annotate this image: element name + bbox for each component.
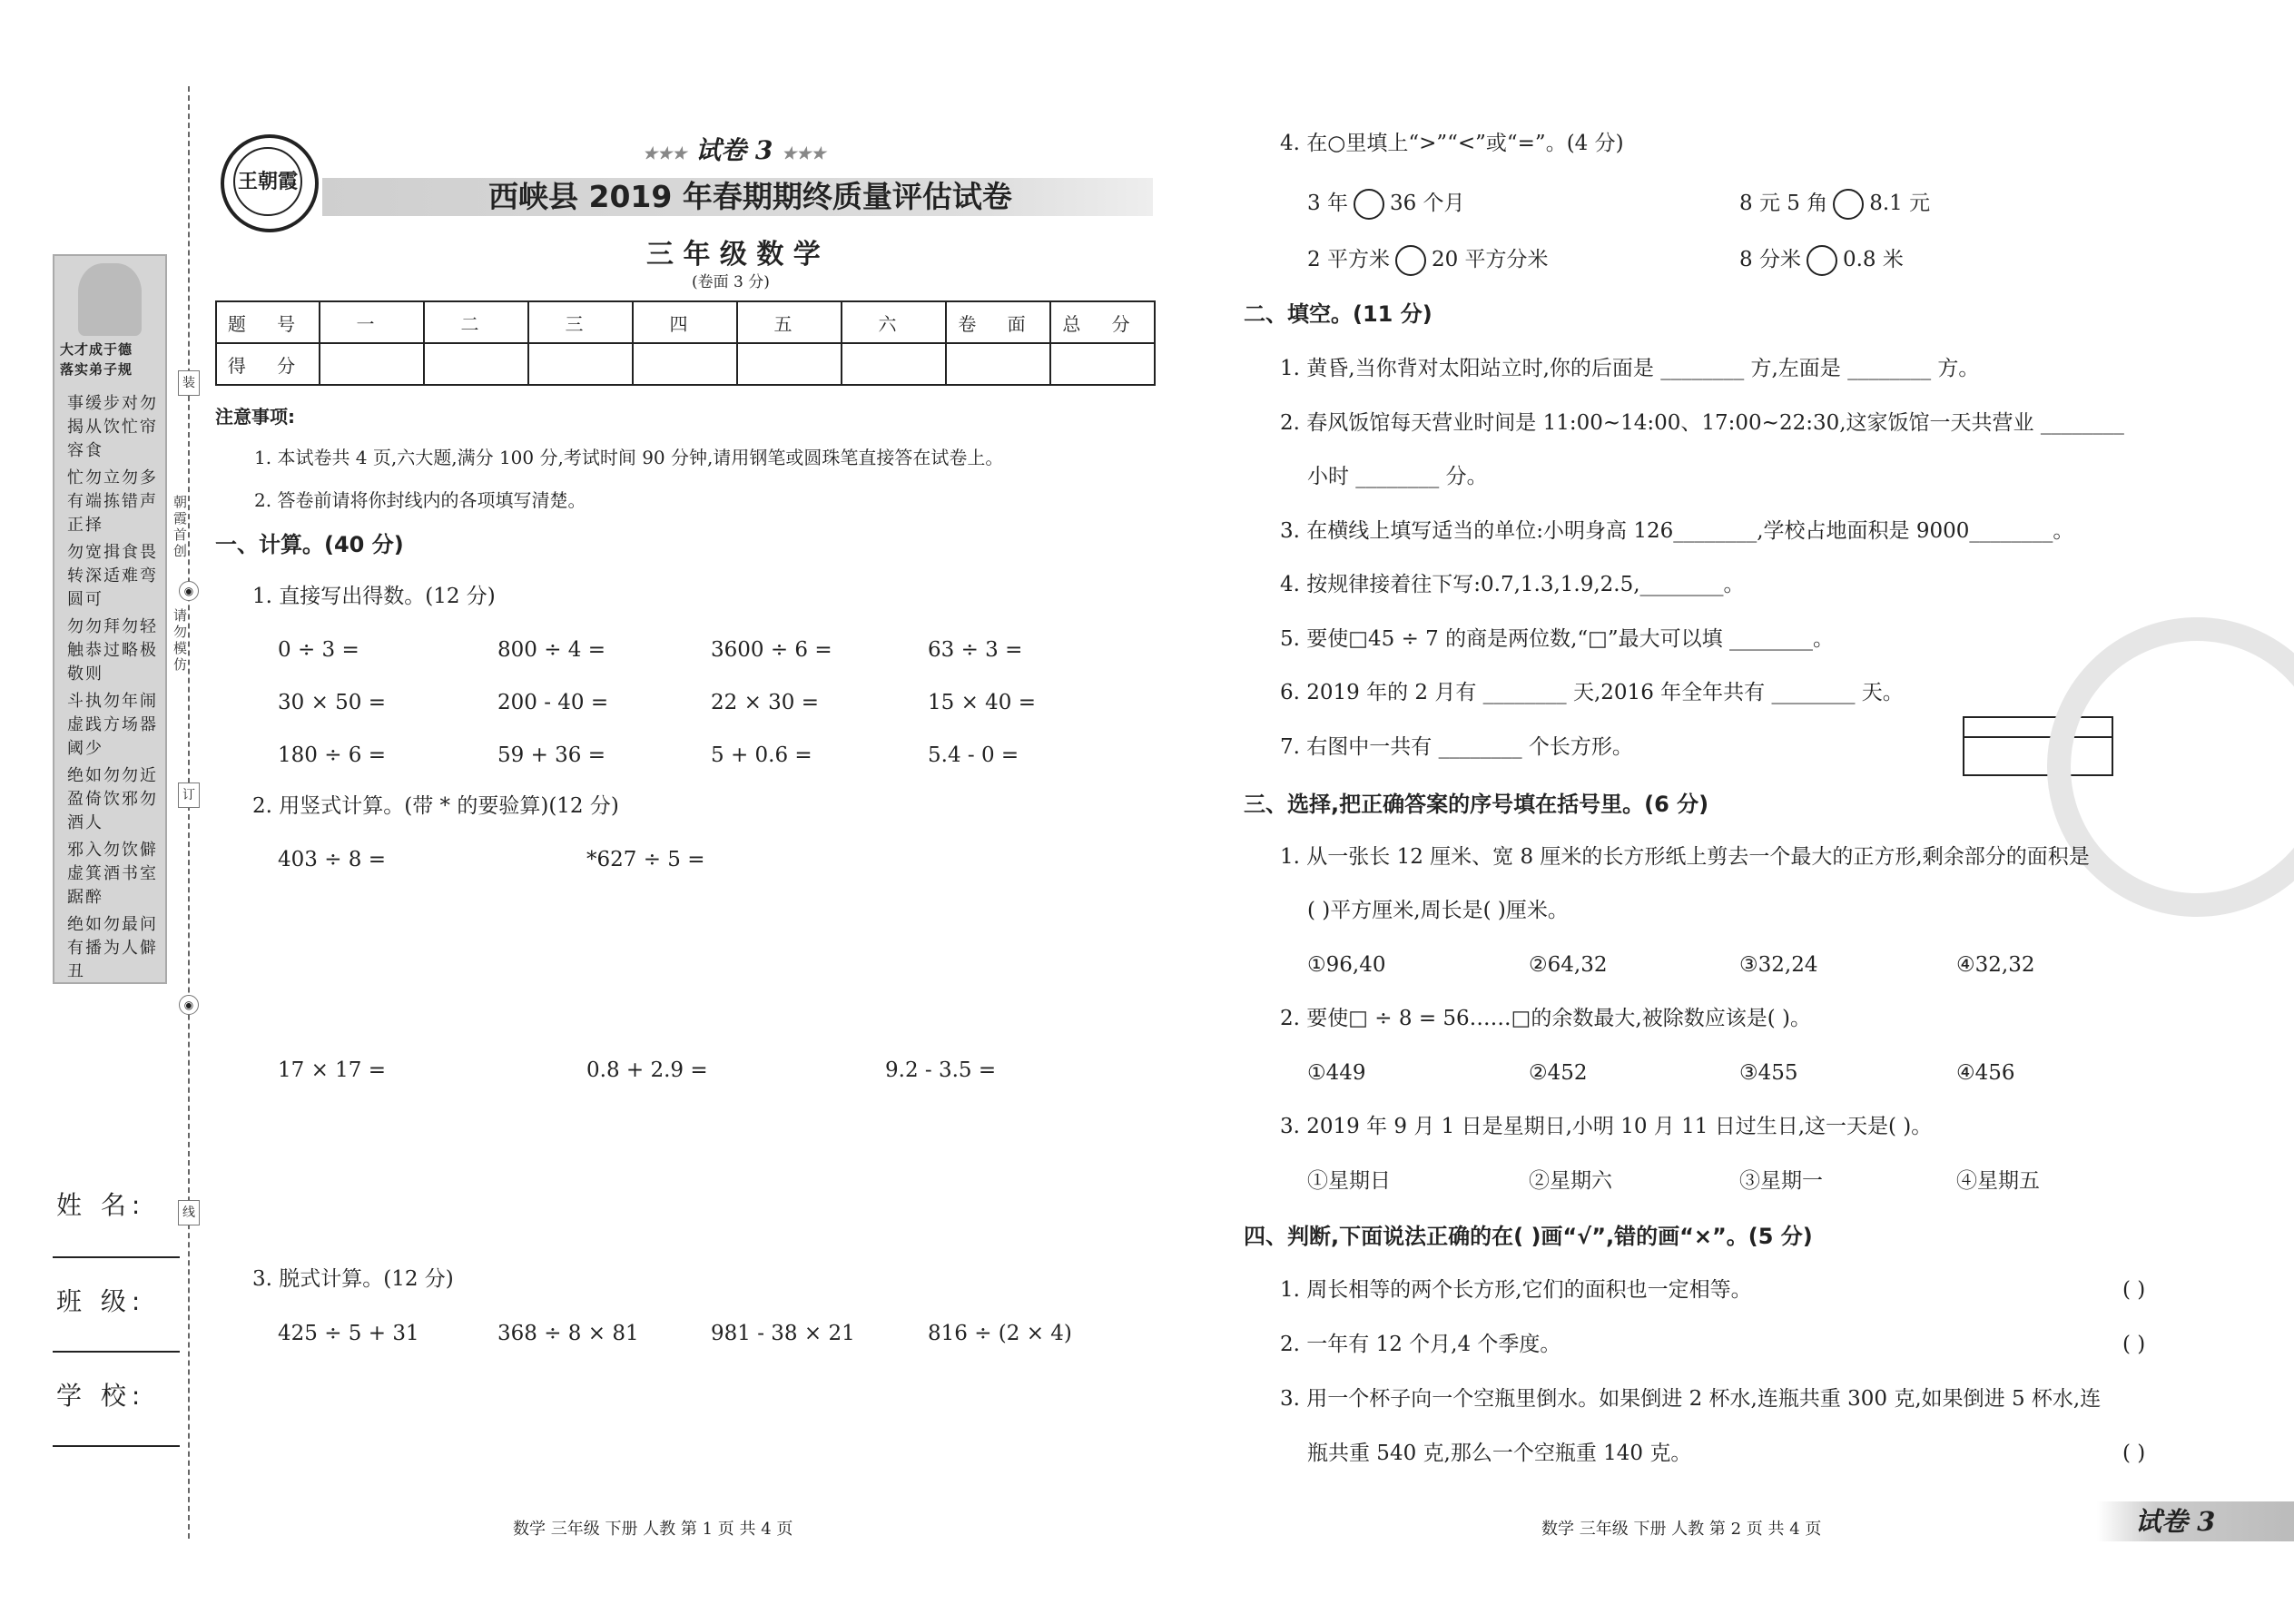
- brand-logo: [221, 134, 319, 232]
- vertical-calc-item: *627 ÷ 5 =: [586, 848, 705, 871]
- choice-option: ④星期五: [1956, 1169, 2040, 1193]
- score-cell[interactable]: [528, 343, 633, 385]
- watermark-seal: [2047, 617, 2294, 917]
- judge-3-paren[interactable]: ( ): [2122, 1442, 2146, 1465]
- choice-option: ④456: [1956, 1061, 2015, 1085]
- score-table-header-row: [216, 301, 1155, 343]
- stepwise-calc-item: 425 ÷ 5 + 31: [278, 1322, 419, 1345]
- compare-item: [1739, 245, 1904, 276]
- judge-2-paren[interactable]: ( ): [2122, 1333, 2146, 1356]
- exam-badge-text: 试卷 3: [2135, 1506, 2216, 1537]
- choice-1-line-2: ( )平方厘米,周长是( )厘米。: [1307, 899, 1569, 922]
- question-3-title: 3. 脱式计算。(12 分): [252, 1267, 454, 1291]
- score-header-cell: 二: [424, 301, 528, 343]
- section-1-title: 一、计算。(40 分): [215, 532, 404, 557]
- question-1-title: 1. 直接写出得数。(12 分): [252, 585, 496, 608]
- binding-dashed-line: [188, 86, 190, 1539]
- score-header-cell: 六: [842, 301, 946, 343]
- compare-left: 3 年: [1307, 192, 1348, 215]
- binding-mark-1: 装: [178, 370, 200, 396]
- choice-3: 3. 2019 年 9 月 1 日是星期日,小明 10 月 11 日过生日,这一天是( )。: [1280, 1115, 1933, 1138]
- judge-2: 2. 一年有 12 个月,4 个季度。: [1280, 1333, 1561, 1356]
- question-2-title: 2. 用竖式计算。(带 * 的要验算)(12 分): [252, 794, 619, 818]
- compare-item: [1739, 189, 1930, 220]
- score-header-cell: 题 号: [216, 301, 320, 343]
- calc-item: 59 + 36 =: [497, 743, 606, 767]
- compare-right: 20 平方分米: [1431, 248, 1549, 271]
- score-cell[interactable]: [842, 343, 946, 385]
- score-header-cell: 三: [528, 301, 633, 343]
- choice-option: ②452: [1529, 1061, 1588, 1085]
- binding-hole-2: ◉: [179, 995, 199, 1015]
- brand-logo-text: 王朝霞: [233, 147, 302, 216]
- notice-item-2: 2. 答卷前请将你封线内的各项填写清楚。: [254, 489, 586, 511]
- scholar-figure-icon: [78, 263, 142, 336]
- score-header-cell: 卷 面: [946, 301, 1050, 343]
- compare-right: 36 个月: [1389, 192, 1465, 215]
- binding-hole-1: ◉: [179, 581, 199, 601]
- section-4-title: 四、判断,下面说法正确的在( )画“√”,错的画“×”。(5 分): [1244, 1224, 1813, 1249]
- choice-option: ③455: [1739, 1061, 1798, 1085]
- binding-mark-3: 线: [178, 1200, 200, 1225]
- fill-item-2-cont: 小时 ________ 分。: [1307, 465, 1488, 488]
- exam-star-right-icon: ★★★: [782, 144, 826, 163]
- compare-item: [1307, 189, 1465, 220]
- proverb-1: 事缓步对勿揭从饮忙帘容食: [67, 394, 158, 460]
- fill-item-1: 1. 黄昏,当你背对太阳站立时,你的后面是 ________ 方,左面是 ________ 方。: [1280, 357, 1980, 380]
- fill-item-4: 4. 按规律接着往下写:0.7,1.3,1.9,2.5,________。: [1280, 573, 1745, 596]
- judge-3-line-1: 3. 用一个杯子向一个空瓶里倒水。如果倒进 2 杯水,连瓶共重 300 克,如果倒进 5 杯水,连: [1280, 1387, 2102, 1411]
- compare-right: 8.1 元: [1869, 192, 1931, 215]
- right-page-footer: 数学 三年级 下册 人教 第 2 页 共 4 页: [1541, 1520, 1822, 1539]
- stepwise-calc-item: 368 ÷ 8 × 81: [497, 1322, 639, 1345]
- score-cell[interactable]: [946, 343, 1050, 385]
- fill-item-2: 2. 春风饭馆每天营业时间是 11:00~14:00、17:00~22:30,这家饭馆一天共营业 ________: [1280, 411, 2124, 435]
- proverb-2: 忙勿立勿多有端拣错声正择: [67, 468, 158, 535]
- calc-item: 180 ÷ 6 =: [278, 743, 387, 767]
- score-cell[interactable]: [737, 343, 842, 385]
- exam-star-left-icon: ★★★: [643, 144, 687, 163]
- stepwise-calc-item: 816 ÷ (2 × 4): [928, 1322, 1072, 1345]
- compare-left: 8 元 5 角: [1739, 192, 1828, 215]
- judge-3-line-2: 瓶共重 540 克,那么一个空瓶重 140 克。: [1307, 1442, 1692, 1465]
- section-2-title: 二、填空。(11 分): [1244, 301, 1433, 327]
- proverb-3: 勿宽揖食畏转深适难弯圆可: [67, 543, 158, 609]
- exam-number-text: 试卷 3: [695, 135, 773, 165]
- proverb-6: 绝如勿勿近盈倚饮邪勿酒人: [67, 766, 158, 832]
- slogan-2: 落实弟子规: [60, 361, 133, 378]
- score-header-cell: 一: [320, 301, 424, 343]
- proverb-panel: [53, 254, 167, 984]
- choice-option: ②64,32: [1529, 953, 1608, 977]
- vertical-calc-item: 403 ÷ 8 =: [278, 848, 387, 871]
- section-3-title: 三、选择,把正确答案的序号填在括号里。(6 分): [1244, 792, 1709, 817]
- stepwise-calc-item: 981 - 38 × 21: [711, 1322, 855, 1345]
- calc-item: 30 × 50 =: [278, 691, 387, 714]
- proverb-7: 邪入勿饮僻虚箕酒书室踞醉: [67, 841, 158, 907]
- score-row-label: 得 分: [216, 343, 320, 385]
- calc-item: 5 + 0.6 =: [711, 743, 812, 767]
- name-line[interactable]: [53, 1256, 180, 1258]
- calc-item: 3600 ÷ 6 =: [711, 638, 832, 662]
- compare-left: 8 分米: [1739, 248, 1801, 271]
- compare-circle[interactable]: [1833, 189, 1864, 220]
- score-header-cell: 四: [633, 301, 737, 343]
- compare-item: [1307, 245, 1549, 276]
- choice-option: ①449: [1307, 1061, 1366, 1085]
- school-label: 学 校:: [56, 1381, 146, 1411]
- proverb-5: 斗执勿年闹虚践方场器阈少: [67, 692, 158, 758]
- score-cell[interactable]: [633, 343, 737, 385]
- calc-item: 200 - 40 =: [497, 691, 609, 714]
- page-title: 西峡县 2019 年春期期终质量评估试卷: [488, 179, 1012, 214]
- class-line[interactable]: [53, 1351, 180, 1353]
- fill-item-3: 3. 在横线上填写适当的单位:小明身高 126________,学校占地面积是 9000________。: [1280, 519, 2074, 543]
- left-page-footer: 数学 三年级 下册 人教 第 1 页 共 4 页: [513, 1520, 793, 1539]
- fill-item-7: 7. 右图中一共有 ________ 个长方形。: [1280, 735, 1633, 759]
- score-cell[interactable]: [424, 343, 528, 385]
- vertical-calc-item: 9.2 - 3.5 =: [885, 1058, 997, 1082]
- binding-mark-2: 订: [178, 782, 200, 808]
- proverb-4: 勿勿拜勿轻触恭过略极敬则: [67, 617, 158, 684]
- fill-item-6: 6. 2019 年的 2 月有 ________ 天,2016 年全年共有 ________ 天。: [1280, 681, 1904, 704]
- choice-option: ③星期一: [1739, 1169, 1823, 1193]
- school-line[interactable]: [53, 1445, 180, 1447]
- judge-1: 1. 周长相等的两个长方形,它们的面积也一定相等。: [1280, 1278, 1752, 1302]
- choice-option: ④32,32: [1956, 953, 2035, 977]
- question-4-title: 4. 在○里填上“>”“<”或“=”。(4 分): [1280, 132, 1624, 155]
- binding-vertical-text-2: 请勿模仿: [172, 608, 188, 674]
- choice-2: 2. 要使□ ÷ 8 = 56……□的余数最大,被除数应该是( )。: [1280, 1007, 1811, 1030]
- compare-circle[interactable]: [1354, 189, 1384, 220]
- notice-item-1: 1. 本试卷共 4 页,六大题,满分 100 分,考试时间 90 分钟,请用钢笔或圆珠笔直接答在试卷上。: [254, 447, 1004, 468]
- exam-number: [643, 135, 826, 165]
- subject-title: 三 年 级 数 学: [646, 239, 821, 271]
- judge-1-paren[interactable]: ( ): [2122, 1278, 2146, 1302]
- calc-item: 800 ÷ 4 =: [497, 638, 606, 662]
- subject-note: (卷面 3 分): [692, 273, 770, 291]
- choice-option: ②星期六: [1529, 1169, 1612, 1193]
- notice-title: 注意事项:: [215, 406, 295, 428]
- choice-option: ①96,40: [1307, 953, 1386, 977]
- vertical-calc-item: 17 × 17 =: [278, 1058, 387, 1082]
- calc-item: 5.4 - 0 =: [928, 743, 1019, 767]
- choice-option: ①星期日: [1307, 1169, 1391, 1193]
- choice-option: ③32,24: [1739, 953, 1818, 977]
- calc-item: 0 ÷ 3 =: [278, 638, 359, 662]
- calc-item: 15 × 40 =: [928, 691, 1037, 714]
- compare-circle[interactable]: [1807, 245, 1837, 276]
- calc-item: 22 × 30 =: [711, 691, 820, 714]
- choice-1-line-1: 1. 从一张长 12 厘米、宽 8 厘米的长方形纸上剪去一个最大的正方形,剩余部分的面积是: [1280, 845, 2090, 869]
- score-header-cell: 五: [737, 301, 842, 343]
- score-cell[interactable]: [320, 343, 424, 385]
- name-label: 姓 名:: [56, 1190, 146, 1220]
- compare-right: 0.8 米: [1842, 248, 1904, 271]
- score-header-cell: 总 分: [1050, 301, 1155, 343]
- score-cell[interactable]: [1050, 343, 1155, 385]
- class-label: 班 级:: [56, 1286, 146, 1316]
- calc-item: 63 ÷ 3 =: [928, 638, 1023, 662]
- slogan-1: 大才成于德: [60, 341, 133, 358]
- score-table-score-row: [216, 343, 1155, 385]
- compare-left: 2 平方米: [1307, 248, 1390, 271]
- score-table: [215, 300, 1156, 386]
- vertical-calc-item: 0.8 + 2.9 =: [586, 1058, 708, 1082]
- fill-item-5: 5. 要使□45 ÷ 7 的商是两位数,“□”最大可以填 ________。: [1280, 627, 1834, 651]
- proverb-8: 绝如勿最问有播为人僻丑: [67, 915, 158, 981]
- binding-vertical-text-1: 朝霞首创: [172, 495, 188, 560]
- compare-circle[interactable]: [1395, 245, 1426, 276]
